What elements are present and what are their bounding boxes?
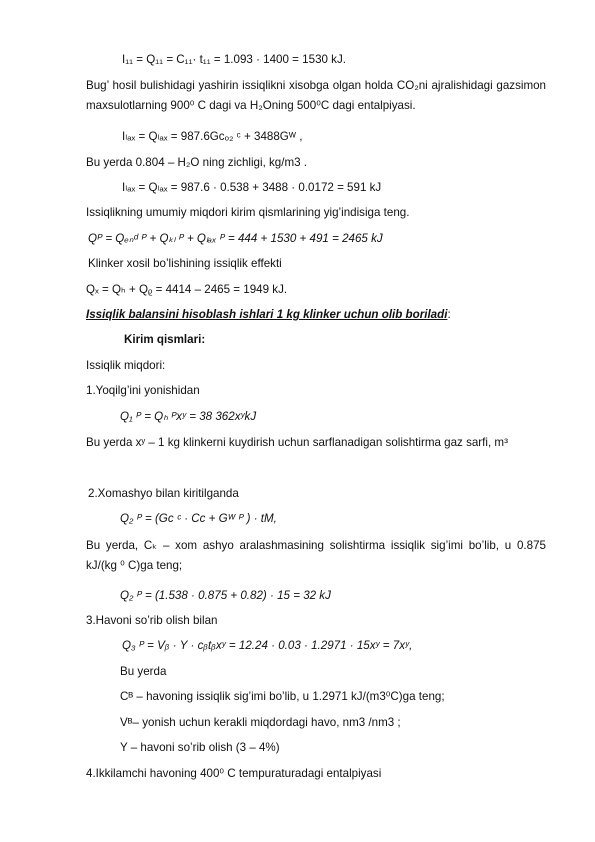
equation-igas-formula: Iₗₐₓ = Qₗₐₓ = 987.6Gᴄₒ₂ ᶜ + 3488Gᵂ , xyxy=(122,130,303,143)
text-clinker-effect: Klinker xosil bo’lishining issiqlik effekti xyxy=(88,257,282,270)
paragraph-raw-mix-heat: Bu yerda, Cₖ – xom ashyo aralashmasining solishtirma issiqlik sig’imi bo’lib, u 0.875 kJ/(kg ⁰ C)ga teng; xyxy=(86,539,546,572)
text-where: Bu yerda xyxy=(120,665,167,678)
item-raw-material: 2.Xomashyo bilan kiritilganda xyxy=(88,487,239,500)
text-density-note: Bu yerda 0.804 – H₂O ning zichligi, kg/m3 . xyxy=(86,156,308,169)
text-total-heat: Issiqlikning umumiy miqdori kirim qismlarining yig’indisiga teng. xyxy=(86,206,410,219)
text-vb-definition: Vᴮ– yonish uchun kerakli miqdordagi havo, nm3 /nm3 ; xyxy=(120,716,401,729)
equation-q2-value: Q₂ ᴾ = (1.538 · 0.875 + 0.82) · 15 = 32 kJ xyxy=(120,589,331,602)
paragraph-hidden-heat: Bug’ hosil bulishidagi yashirin issiqlikni xisobga olgan holda CO₂ni ajralishidagi gazsimon maxsulotlarning 900⁰ C dagi va H₂Oning 500⁰C dagi entalpiyasi. xyxy=(86,79,546,112)
heading-income-parts: Kirim qismlari: xyxy=(124,333,206,346)
text-y-definition: Y – havoni so’rib olish (3 – 4%) xyxy=(120,741,280,754)
equation-q3: Q₃ ᴾ = Vᵦ · Y · cᵦtᵦxʸ = 12.24 · 0.03 · 1.2971 · 15xʸ = 7xʸ, xyxy=(122,639,413,652)
item-fuel-combustion: 1.Yoqilg’ini yonishidan xyxy=(86,384,200,397)
paragraph-gas-consumption: Bu yerda xʸ – 1 kg klinkerni kuydirish uchun sarflanadigan solishtirma gaz sarfi, m³ xyxy=(86,436,508,449)
equation-q2-formula: Q₂ ᴾ = (Gᴄ ᶜ · Cᴄ + Gᵂ ᴾ ) · tM, xyxy=(120,512,277,525)
text-heat-amount: Issiqlik miqdori: xyxy=(86,359,166,372)
item-air-suction: 3.Havoni so’rib olish bilan xyxy=(86,614,218,627)
text-cb-definition: Cᴮ – havoning issiqlik sig’imi bo’lib, u 1.2971 kJ/(m3⁰C)ga teng; xyxy=(120,690,445,703)
heading-colon: : xyxy=(447,308,451,321)
equation-i11: I₁₁ = Q₁₁ = C₁₁· t₁₁ = 1.093 · 1400 = 1530 kJ. xyxy=(122,53,346,66)
equation-q1: Q₁ ᴾ = Qₕ ᴾxʸ = 38 362xʸkJ xyxy=(120,410,257,423)
equation-qx: Qₓ = Qₕ + Qᵨ = 4414 – 2465 = 1949 kJ. xyxy=(86,283,288,296)
heading-balance xyxy=(86,308,451,322)
equation-igas-value: Iₗₐₓ = Qₗₐₓ = 987.6 · 0.538 + 3488 · 0.0172 = 591 kJ xyxy=(122,181,382,194)
equation-qp-sum: Qᴾ = Qₑₙᵈ ᴾ + Qₖₗ ᴾ + Qₗₐₓ ᴾ = 444 + 1530 + 491 = 2465 kJ xyxy=(88,232,383,245)
item-secondary-air: 4.Ikkilamchi havoning 400⁰ C tempuraturadagi entalpiyasi xyxy=(86,767,382,780)
heading-balance-text: Issiqlik balansini hisoblash ishlari 1 kg klinker uchun olib boriladi xyxy=(86,308,448,321)
